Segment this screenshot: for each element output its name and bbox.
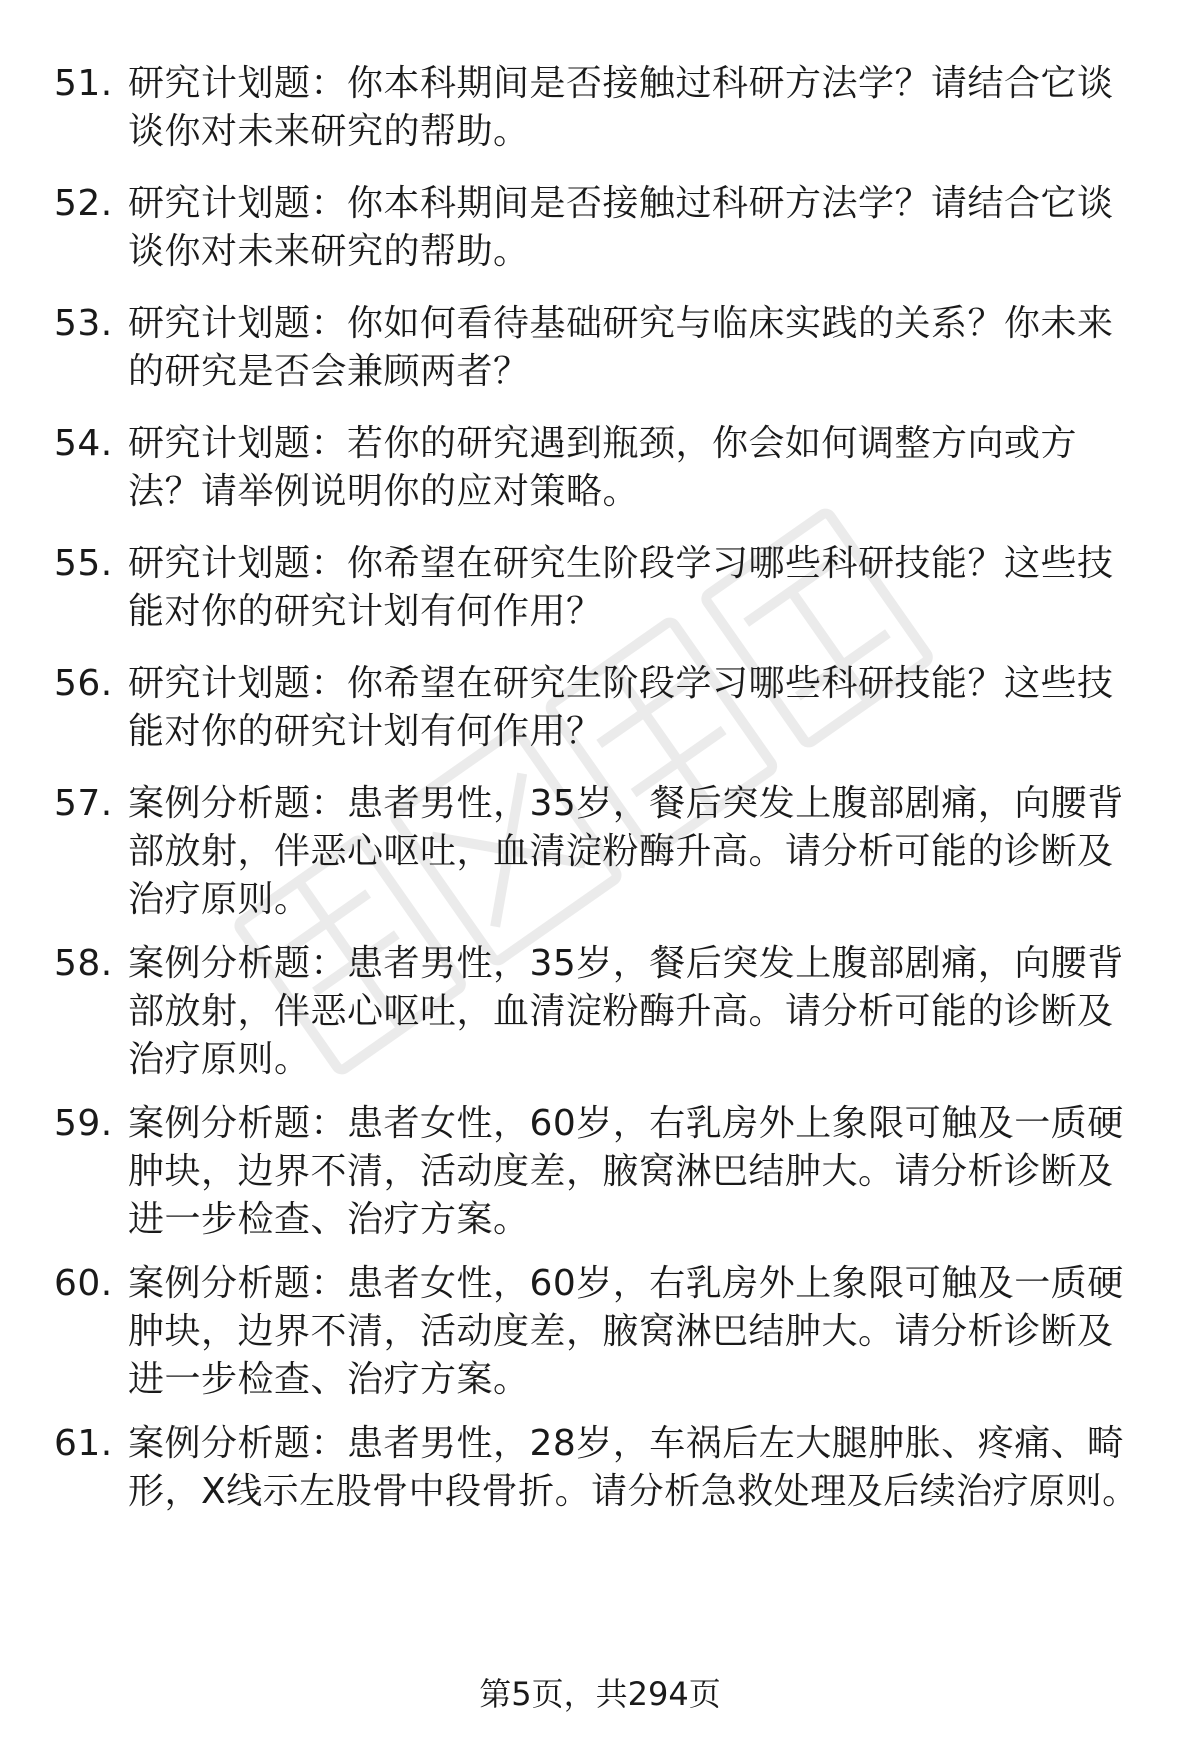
question-number: 58. <box>54 943 113 984</box>
question-number: 54. <box>54 423 113 464</box>
question-number: 53. <box>54 303 113 344</box>
question-number: 51. <box>54 63 113 104</box>
question-number: 52. <box>54 183 113 224</box>
question-text: 案例分析题：患者女性，60岁，右乳房外上象限可触及一质硬肿块，边界不清，活动度差，腋窝淋巴结肿大。请分析诊断及进一步检查、治疗方案。 <box>128 1263 1124 1400</box>
question-number: 60. <box>54 1263 113 1304</box>
question-number: 61. <box>54 1423 113 1464</box>
question-text: 案例分析题：患者女性，60岁，右乳房外上象限可触及一质硬肿块，边界不清，活动度差，腋窝淋巴结肿大。请分析诊断及进一步检查、治疗方案。 <box>128 1103 1124 1240</box>
question-text: 研究计划题：你本科期间是否接触过科研方法学？请结合它谈谈你对未来研究的帮助。 <box>128 183 1114 272</box>
question-number: 55. <box>54 543 113 584</box>
question-text: 研究计划题：你如何看待基础研究与临床实践的关系？你未来的研究是否会兼顾两者？ <box>128 303 1114 392</box>
question-number: 57. <box>54 783 113 824</box>
question-text: 案例分析题：患者男性，35岁，餐后突发上腹部剧痛，向腰背部放射，伴恶心呕吐，血清淀粉酶升高。请分析可能的诊断及治疗原则。 <box>128 943 1124 1080</box>
question-text: 研究计划题：你希望在研究生阶段学习哪些科研技能？这些技能对你的研究计划有何作用？ <box>128 663 1114 752</box>
question-text: 研究计划题：若你的研究遇到瓶颈，你会如何调整方向或方法？请举例说明你的应对策略。 <box>128 423 1078 512</box>
question-text: 案例分析题：患者男性，28岁，车祸后左大腿肿胀、疼痛、畸形，X线示左股骨中段骨折。请分析急救处理及后续治疗原则。 <box>128 1423 1139 1512</box>
question-number: 59. <box>54 1103 113 1144</box>
question-text: 研究计划题：你本科期间是否接触过科研方法学？请结合它谈谈你对未来研究的帮助。 <box>128 63 1114 152</box>
question-number: 56. <box>54 663 113 704</box>
question-text: 研究计划题：你希望在研究生阶段学习哪些科研技能？这些技能对你的研究计划有何作用？ <box>128 543 1114 632</box>
question-text: 案例分析题：患者男性，35岁，餐后突发上腹部剧痛，向腰背部放射，伴恶心呕吐，血清淀粉酶升高。请分析可能的诊断及治疗原则。 <box>128 783 1124 920</box>
page-footer: 第5页，共294页 <box>479 1675 721 1713</box>
